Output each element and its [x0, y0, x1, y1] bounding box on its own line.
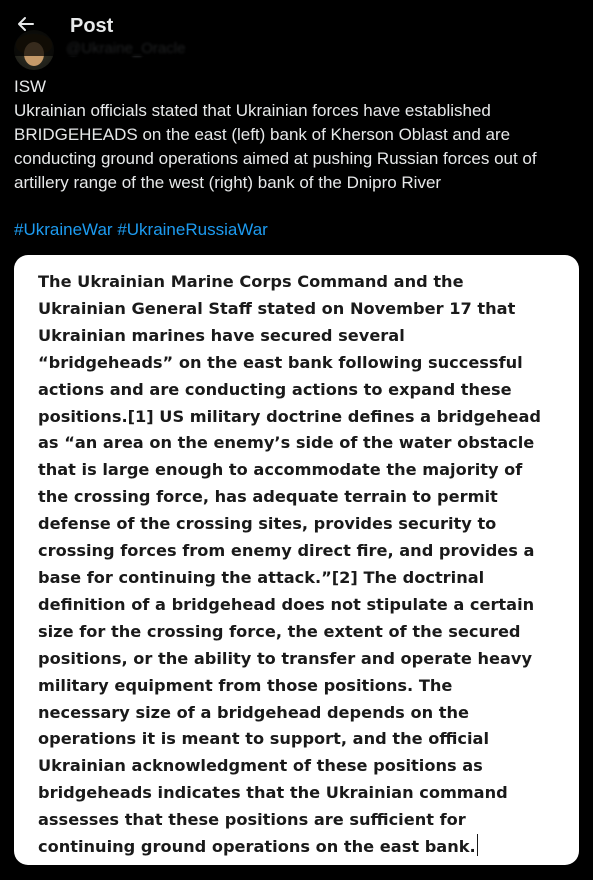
image-text-line: bridgeheads indicates that the Ukrainian command [38, 783, 508, 803]
image-text-line: positions.[1] US military doctrine defines a bridgehead [38, 406, 541, 426]
tweet-line: BRIDGEHEADS on the east (left) bank of Kherson Oblast and are [14, 125, 511, 144]
top-header [0, 0, 593, 56]
image-text-line: military equipment from those positions. The [38, 675, 453, 695]
image-text-line: The Ukrainian Marine Corps Command and the [38, 272, 464, 291]
image-text-line: that is large enough to accommodate the majority of [38, 460, 523, 480]
image-text-line: positions, or the ability to transfer and operate heavy [38, 648, 533, 668]
image-text-line: as “an area on the enemy’s side of the water obstacle [38, 433, 535, 453]
image-text-line: base for continuing the attack.”[2] The doctrinal [38, 567, 485, 587]
image-text-line: actions and are conducting actions to expand these [38, 379, 512, 399]
image-text-line: Ukrainian marines have secured several [38, 325, 405, 345]
hashtag-row [14, 218, 268, 242]
tweet-line: ISW [14, 77, 47, 96]
page-title: Post [70, 15, 114, 37]
image-text-line: necessary size of a bridgehead depends on the [38, 702, 469, 722]
hashtag-ukrainewar[interactable]: #UkraineWar [14, 220, 113, 239]
text-cursor [477, 834, 479, 856]
image-text-line: “bridgeheads” on the east bank following successful [38, 352, 523, 372]
back-button[interactable] [14, 12, 38, 36]
image-text-block [38, 269, 573, 861]
tweet-line: conducting ground operations aimed at pushing Russian forces out of [14, 149, 537, 168]
image-text-last: continuing ground operations on the east bank. [38, 837, 476, 857]
image-text-line: the crossing force, has adequate terrain to permit [38, 487, 498, 507]
image-text-line-last [38, 834, 573, 861]
hashtag-ukrainerussiawar[interactable]: #UkraineRussiaWar [117, 220, 268, 239]
image-text-line: defense of the crossing sites, provides security to [38, 514, 497, 534]
tweet-line: artillery range of the west (right) bank of the Dnipro River [14, 173, 442, 192]
arrow-left-icon [16, 14, 36, 34]
image-text-line: Ukrainian acknowledgment of these positions as [38, 756, 483, 776]
image-text-line: assesses that these positions are sufficient for [38, 810, 466, 830]
image-text-line: definition of a bridgehead does not stipulate a certain [38, 594, 535, 614]
tweet-body [14, 75, 574, 195]
image-text-line: operations it is meant to support, and the official [38, 729, 489, 749]
image-text-line: crossing forces from enemy direct fire, and provides a [38, 541, 535, 561]
image-text-line: size for the crossing force, the extent of the secured [38, 621, 521, 641]
image-text-line: Ukrainian General Staff stated on November 17 that [38, 298, 516, 318]
tweet-line: Ukrainian officials stated that Ukrainian forces have established [14, 101, 491, 120]
attached-image[interactable] [14, 255, 579, 865]
